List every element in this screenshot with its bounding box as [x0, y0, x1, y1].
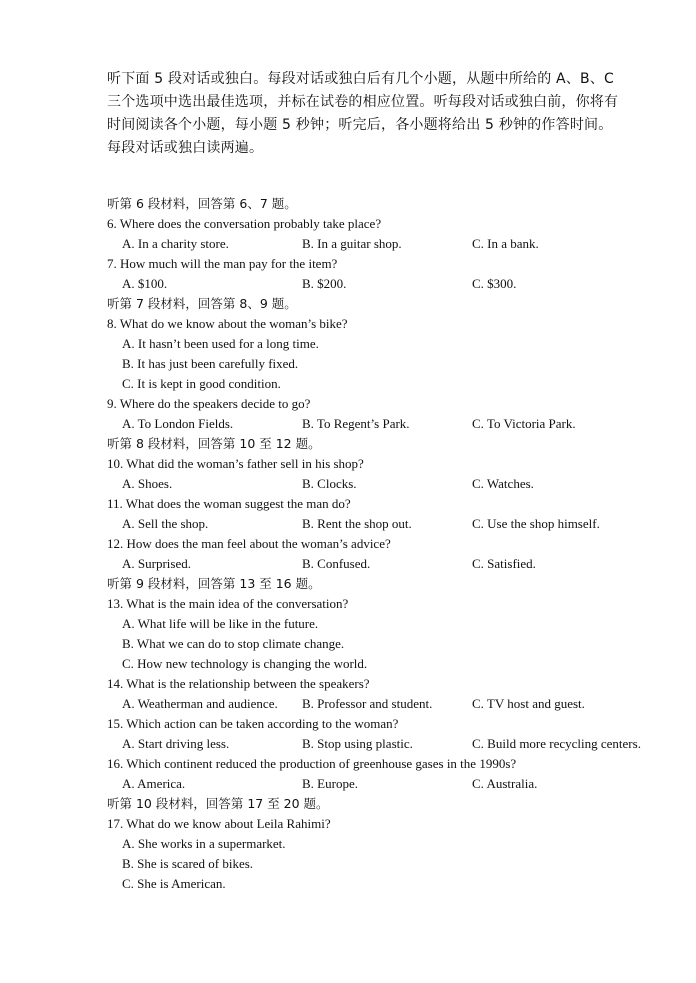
answer-option: C. Build more recycling centers.: [472, 736, 641, 751]
answer-option: B. Europe.: [302, 776, 358, 791]
section-header: 听第 9 段材料，回答第 13 至 16 题。: [107, 576, 321, 591]
answer-option: B. Stop using plastic.: [302, 736, 413, 751]
answer-option: B. In a guitar shop.: [302, 236, 402, 251]
question-text: 13. What is the main idea of the conversation?: [107, 596, 349, 611]
option-row: [107, 514, 667, 534]
instructions-text: 听下面 5 段对话或独白。每段对话或独白后有几个小题，从题中所给的 A、B、C 三个选项中选出最佳选项，并标在试卷的相应位置。听每段对话或独白前，你将有时间阅读各个小题，每小题 5 秒钟；听完后，各小题将给出 5 秒钟的作答时间。每段对话或独白读两遍。: [107, 71, 619, 156]
question-text: 16. Which continent reduced the production of greenhouse gases in the 1990s?: [107, 756, 517, 771]
option-row: [107, 774, 667, 794]
answer-option: A. Sell the shop.: [122, 516, 209, 531]
question-text: 6. Where does the conversation probably take place?: [107, 216, 382, 231]
question-text: 9. Where do the speakers decide to go?: [107, 396, 311, 411]
option-row: [107, 474, 667, 494]
answer-option: A. $100.: [122, 276, 168, 291]
answer-option: B. What we can do to stop climate change.: [122, 636, 345, 651]
answer-option: C. Australia.: [472, 776, 538, 791]
answer-option: C. To Victoria Park.: [472, 416, 576, 431]
question-text: 10. What did the woman’s father sell in his shop?: [107, 456, 364, 471]
option-row: [107, 274, 667, 294]
answer-option: A. Weatherman and audience.: [122, 696, 278, 711]
answer-option: C. TV host and guest.: [472, 696, 585, 711]
option-row: [107, 554, 667, 574]
answer-option: A. In a charity store.: [122, 236, 229, 251]
section-header: 听第 8 段材料，回答第 10 至 12 题。: [107, 436, 321, 451]
answer-option: B. Professor and student.: [302, 696, 433, 711]
question-text: 8. What do we know about the woman’s bike?: [107, 316, 348, 331]
question-text: 14. What is the relationship between the speakers?: [107, 676, 370, 691]
question-text: 15. Which action can be taken according to the woman?: [107, 716, 399, 731]
answer-option: A. Surprised.: [122, 556, 191, 571]
answer-option: A. America.: [122, 776, 186, 791]
answer-option: A. Start driving less.: [122, 736, 230, 751]
answer-option: B. To Regent’s Park.: [302, 416, 410, 431]
answer-option: B. It has just been carefully fixed.: [122, 356, 299, 371]
section-header: 听第 6 段材料，回答第 6、7 题。: [107, 196, 297, 211]
answer-option: B. Rent the shop out.: [302, 516, 412, 531]
answer-option: C. Satisfied.: [472, 556, 536, 571]
answer-option: A. To London Fields.: [122, 416, 234, 431]
question-text: 12. How does the man feel about the woman’s advice?: [107, 536, 391, 551]
answer-option: A. It hasn’t been used for a long time.: [122, 336, 319, 351]
answer-option: C. Watches.: [472, 476, 534, 491]
option-row: [107, 234, 667, 254]
option-row: [107, 694, 667, 714]
question-text: 7. How much will the man pay for the item?: [107, 256, 338, 271]
answer-option: A. What life will be like in the future.: [122, 616, 319, 631]
answer-option: B. Clocks.: [302, 476, 357, 491]
question-text: 11. What does the woman suggest the man do?: [107, 496, 351, 511]
answer-option: C. $300.: [472, 276, 517, 291]
instructions-paragraph: [107, 68, 619, 160]
answer-option: B. $200.: [302, 276, 347, 291]
option-row: [107, 414, 667, 434]
answer-option: C. It is kept in good condition.: [122, 376, 281, 391]
questions-list: [107, 194, 667, 894]
answer-option: C. In a bank.: [472, 236, 539, 251]
answer-option: C. How new technology is changing the world.: [122, 656, 368, 671]
answer-option: B. Confused.: [302, 556, 371, 571]
answer-option: C. Use the shop himself.: [472, 516, 600, 531]
section-header: 听第 10 段材料，回答第 17 至 20 题。: [107, 796, 329, 811]
answer-option: C. She is American.: [122, 876, 226, 891]
option-row: [107, 734, 667, 754]
section-header: 听第 7 段材料，回答第 8、9 题。: [107, 296, 297, 311]
answer-option: A. Shoes.: [122, 476, 173, 491]
question-text: 17. What do we know about Leila Rahimi?: [107, 816, 331, 831]
answer-option: B. She is scared of bikes.: [122, 856, 254, 871]
answer-option: A. She works in a supermarket.: [122, 836, 286, 851]
